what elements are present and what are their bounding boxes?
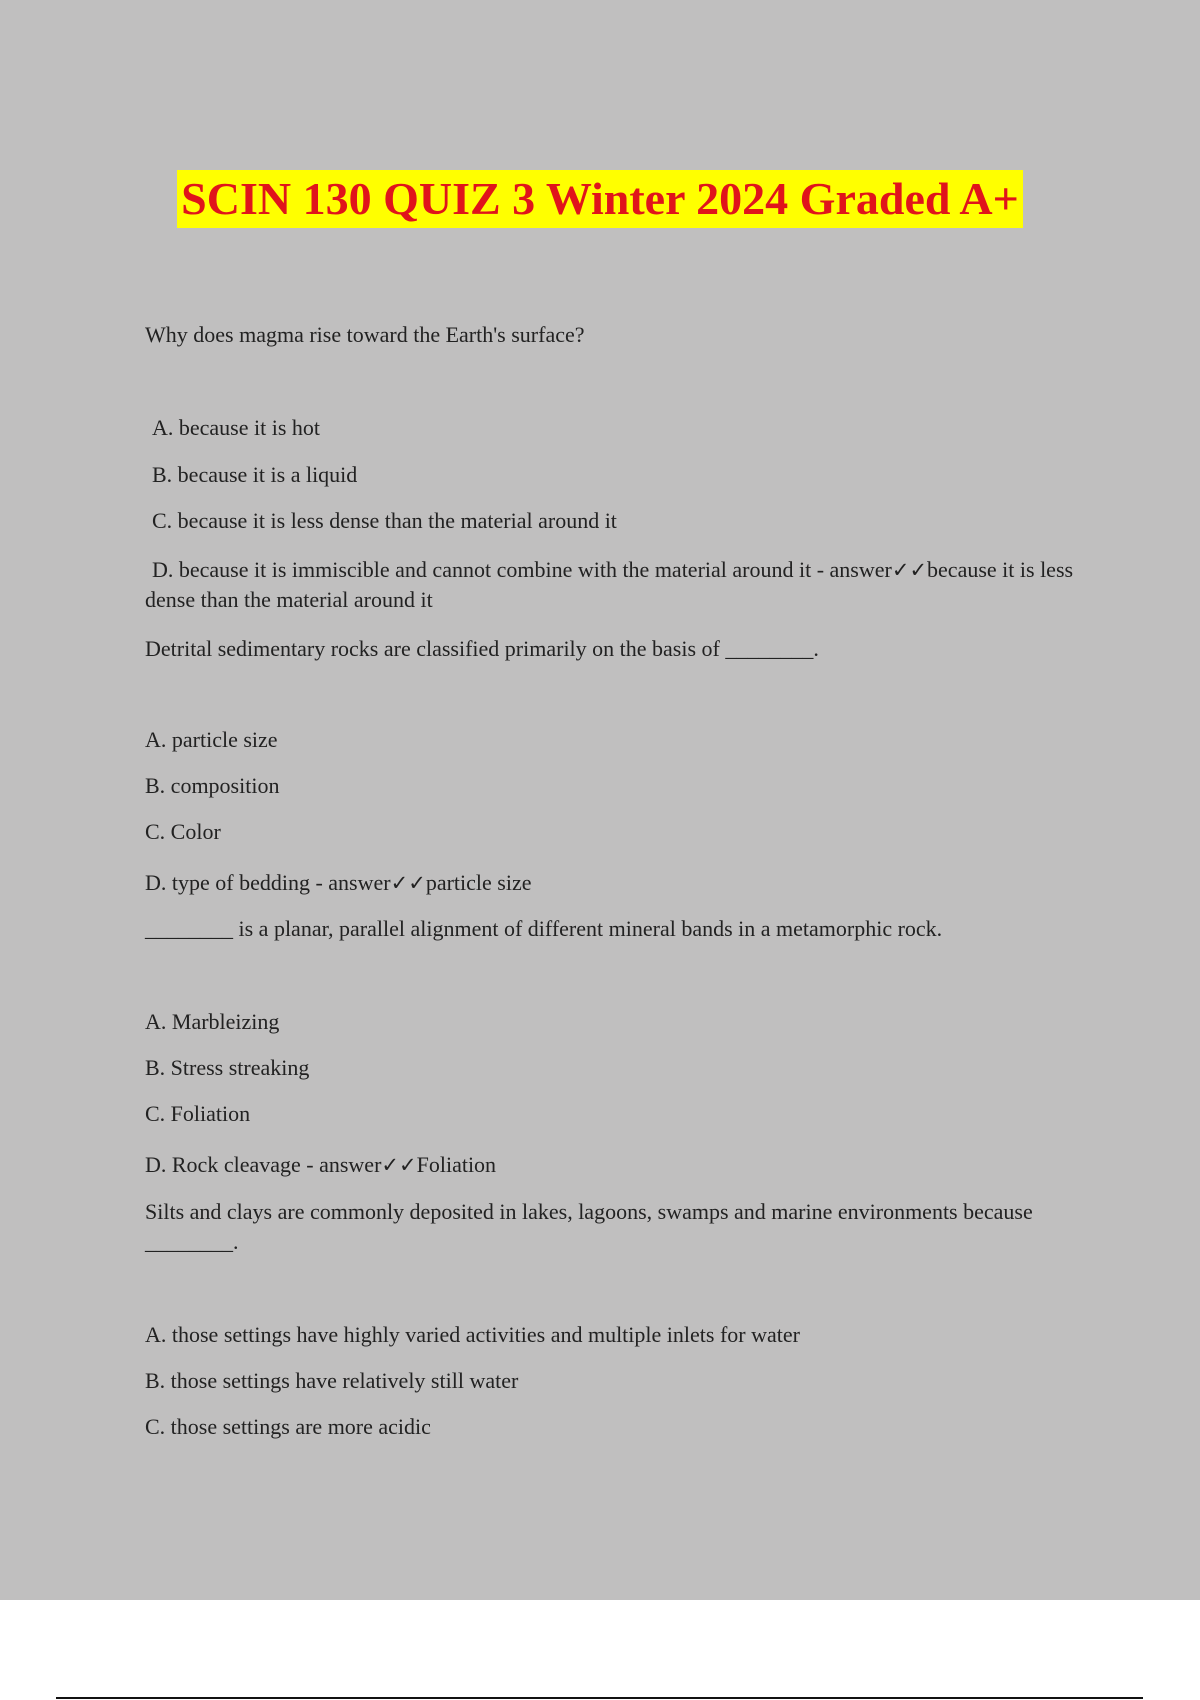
q3-option-b: B. Stress streaking <box>145 1055 310 1080</box>
q1-option-a: A. because it is hot <box>152 415 321 440</box>
q3-option-d-text: D. Rock cleavage - answer <box>145 1152 382 1177</box>
q4-option-c: C. those settings are more acidic <box>145 1414 431 1439</box>
q2-option-d-text: D. type of bedding - answer <box>145 870 391 895</box>
page-title: SCIN 130 QUIZ 3 Winter 2024 Graded A+ <box>177 170 1023 228</box>
check-icon: ✓✓ <box>390 871 426 895</box>
q4-option-b: B. those settings have relatively still water <box>145 1368 519 1393</box>
question-2: Detrital sedimentary rocks are classified primarily on the basis of ________. <box>145 636 819 661</box>
q1-option-d <box>145 555 1085 615</box>
q2-option-b: B. composition <box>145 773 280 798</box>
check-icon: ✓✓ <box>891 558 928 582</box>
q2-answer: particle size <box>425 870 532 895</box>
q4-option-a: A. those settings have highly varied activities and multiple inlets for water <box>145 1322 800 1347</box>
question-4: Silts and clays are commonly deposited in lakes, lagoons, swamps and marine environments because ________. <box>145 1199 1033 1254</box>
question-3: ________ is a planar, parallel alignment of different mineral bands in a metamorphic rock. <box>145 916 943 941</box>
q1-option-c: C. because it is less dense than the material around it <box>152 508 617 533</box>
q2-option-c: C. Color <box>145 819 221 844</box>
q1-option-d-text: D. because it is immiscible and cannot combine with the material around it - answer <box>152 557 892 582</box>
q1-answer: because it is less dense than the material around it <box>145 557 1074 612</box>
q3-option-a: A. Marbleizing <box>145 1009 280 1034</box>
q3-option-d <box>145 1150 496 1180</box>
q2-option-d <box>145 868 531 898</box>
q2-option-a: A. particle size <box>145 727 278 752</box>
q3-answer: Foliation <box>416 1152 497 1177</box>
question-1: Why does magma rise toward the Earth's surface? <box>145 322 585 347</box>
footer-divider <box>56 1697 1143 1699</box>
q3-option-c: C. Foliation <box>145 1101 251 1126</box>
q1-option-b: B. because it is a liquid <box>152 462 358 487</box>
check-icon: ✓✓ <box>381 1153 417 1177</box>
title-wrap <box>0 170 1200 228</box>
